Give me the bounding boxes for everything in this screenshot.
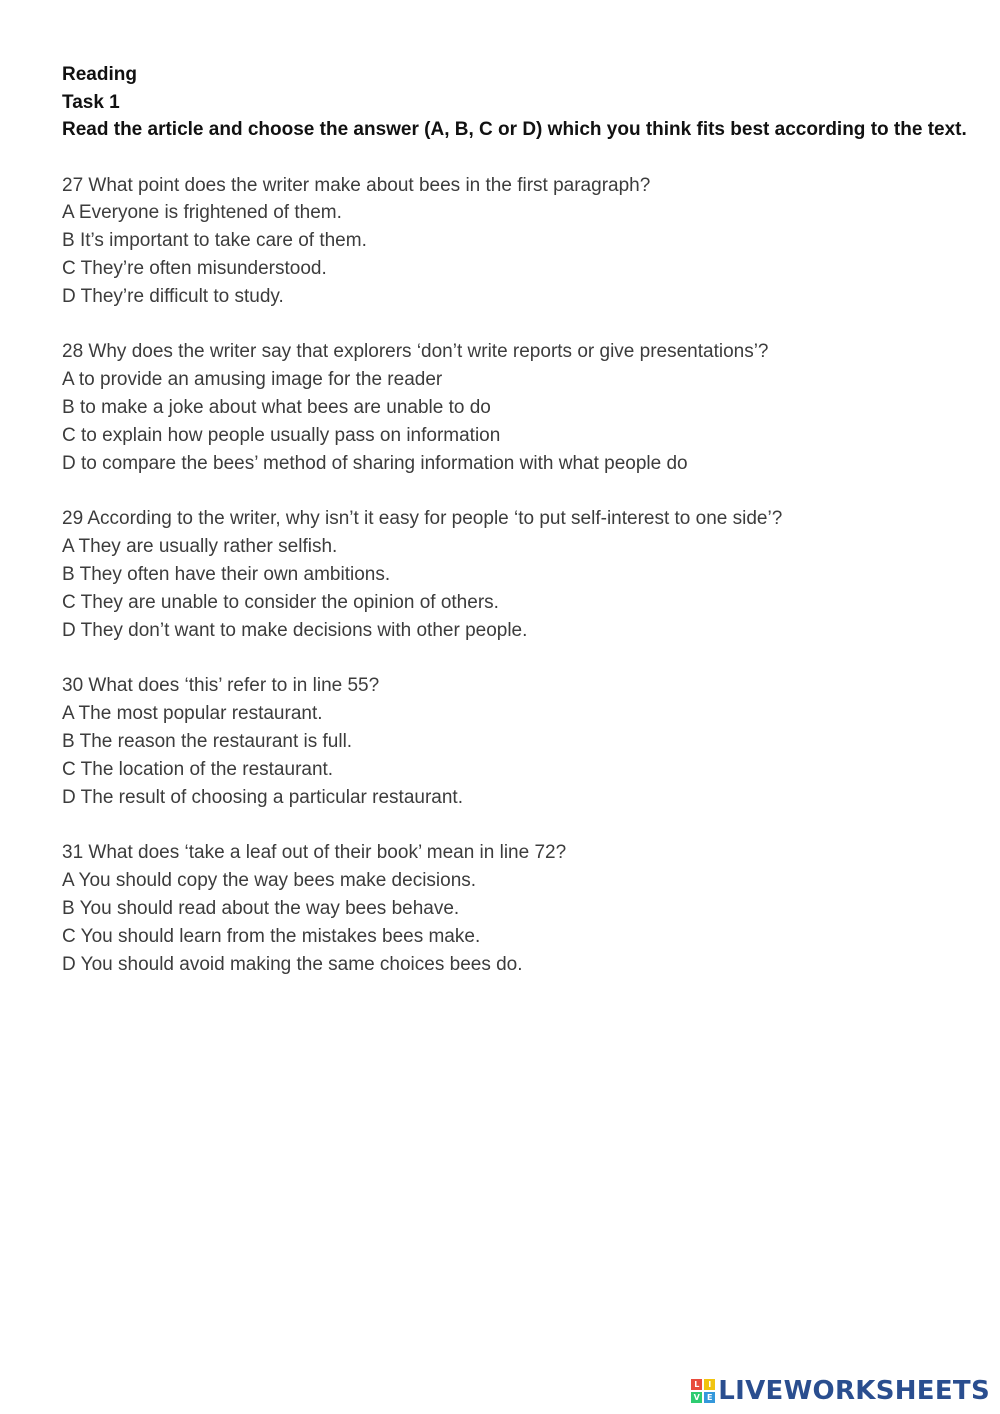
- answer-option-a: A They are usually rather selfish.: [62, 536, 338, 558]
- answer-option-c: C They’re often misunderstood.: [62, 257, 327, 279]
- answer-option-b: B They often have their own ambitions.: [62, 564, 391, 586]
- answer-option-b: B The reason the restaurant is full.: [62, 731, 353, 753]
- answer-option-c: C They are unable to consider the opinion of others.: [62, 591, 499, 613]
- answer-option-b: B You should read about the way bees behave.: [62, 898, 460, 920]
- task-instructions: Read the article and choose the answer (A, B, C or D) which you think fits best according to the text.: [62, 119, 967, 140]
- task-title: Task 1: [62, 91, 120, 113]
- answer-option-b: B to make a joke about what bees are unable to do: [62, 397, 491, 419]
- answer-option-d: D They don’t want to make decisions with other people.: [62, 619, 528, 641]
- question-27: [62, 172, 982, 311]
- question-28: [62, 338, 982, 477]
- liveworksheets-logo-icon: [691, 1379, 715, 1403]
- question-30: [62, 672, 982, 811]
- answer-option-c: C You should learn from the mistakes bees make.: [62, 925, 481, 947]
- answer-option-d: D to compare the bees’ method of sharing information with what people do: [62, 452, 688, 474]
- liveworksheets-logo: [691, 1376, 990, 1406]
- answer-option-d: D They’re difficult to study.: [62, 285, 284, 307]
- answer-option-a: A to provide an amusing image for the reader: [62, 369, 443, 391]
- question-text: 28 Why does the writer say that explorers ‘don’t write reports or give presentations’?: [62, 341, 769, 363]
- answer-option-a: A Everyone is frightened of them.: [62, 202, 342, 224]
- worksheet-page: [62, 61, 982, 978]
- answer-option-a: A You should copy the way bees make decisions.: [62, 870, 477, 892]
- answer-option-d: D The result of choosing a particular restaurant.: [62, 786, 463, 808]
- question-text: 30 What does ‘this’ refer to in line 55?: [62, 675, 380, 697]
- question-29: [62, 505, 982, 644]
- logo-tile: V: [691, 1392, 702, 1403]
- logo-tile: I: [704, 1379, 715, 1390]
- question-text: 29 According to the writer, why isn’t it easy for people ‘to put self-interest to one side’?: [62, 508, 783, 530]
- answer-option-a: A The most popular restaurant.: [62, 703, 323, 725]
- answer-option-c: C to explain how people usually pass on information: [62, 424, 501, 446]
- logo-tile: L: [691, 1379, 702, 1390]
- logo-tile: E: [704, 1392, 715, 1403]
- section-title: Reading: [62, 64, 137, 85]
- answer-option-b: B It’s important to take care of them.: [62, 230, 367, 252]
- question-text: 27 What point does the writer make about bees in the first paragraph?: [62, 174, 651, 196]
- question-31: [62, 839, 982, 978]
- logo-wordmark: LIVEWORKSHEETS: [718, 1376, 990, 1406]
- answer-option-d: D You should avoid making the same choices bees do.: [62, 953, 523, 975]
- answer-option-c: C The location of the restaurant.: [62, 758, 334, 780]
- question-text: 31 What does ‘take a leaf out of their book’ mean in line 72?: [62, 842, 567, 864]
